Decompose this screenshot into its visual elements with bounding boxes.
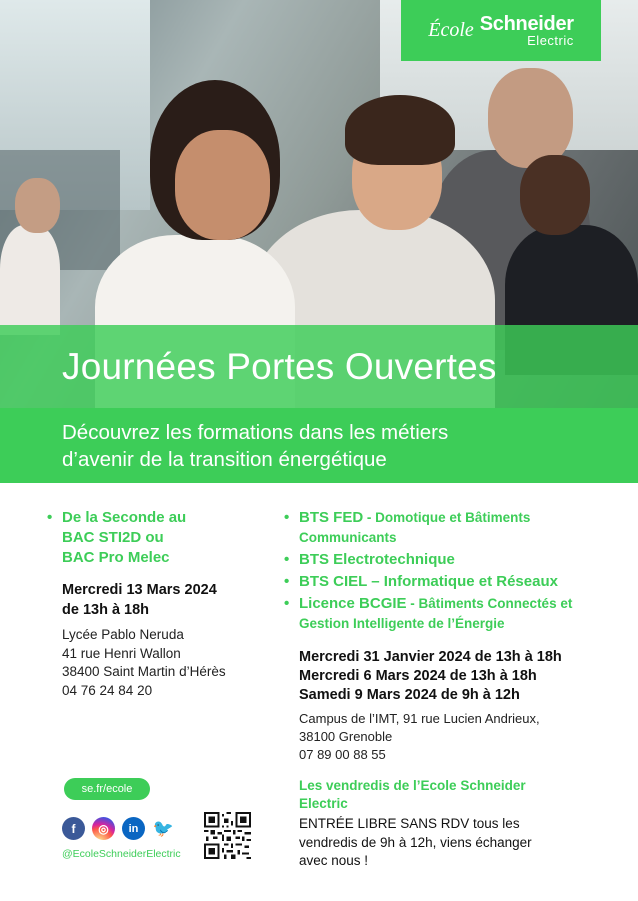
social-links xyxy=(62,817,175,840)
photo-person xyxy=(520,155,590,235)
date-line: Mercredi 31 Janvier 2024 de 13h à 18h xyxy=(299,649,562,665)
logo-brand: Schneider xyxy=(479,13,574,35)
website-link[interactable]: se.fr/ecole xyxy=(64,778,150,800)
vendredis-title-line: Electric xyxy=(299,796,348,811)
program-name: BTS Electrotechnique xyxy=(299,551,455,568)
event-dates xyxy=(299,648,614,705)
program-bullet xyxy=(284,572,614,592)
logo-ecole: École xyxy=(428,19,474,41)
photo-person xyxy=(15,178,60,233)
vendredis-title-line: Les vendredis de l’Ecole Schneider xyxy=(299,778,526,793)
photo-person xyxy=(0,225,60,335)
subtitle-line: Découvrez les formations dans les métiers xyxy=(62,421,449,444)
left-column xyxy=(47,508,257,700)
program-line: BAC STI2D ou xyxy=(62,529,164,546)
address-block xyxy=(62,626,257,700)
ecole-schneider-logo xyxy=(401,0,601,61)
vendredis-text-line: avec nous ! xyxy=(299,853,369,868)
address-block xyxy=(299,710,614,764)
right-column xyxy=(284,508,614,871)
vendredis-text-line: ENTRÉE LIBRE SANS RDV tous les xyxy=(299,816,520,831)
program-bullet xyxy=(284,508,614,548)
vendredis-text-line: vendredis de 9h à 12h, viens échanger xyxy=(299,834,532,850)
phone-number: 07 89 00 88 55 xyxy=(299,747,386,762)
program-detail: - Domotique et Bâtiments Communicants xyxy=(299,510,531,545)
date-line: de 13h à 18h xyxy=(62,602,150,618)
photo-person xyxy=(488,68,573,168)
program-name: Licence BCGIE xyxy=(299,595,407,612)
social-handle: @EcoleSchneiderElectric xyxy=(62,848,181,860)
date-line: Samedi 9 Mars 2024 de 9h à 12h xyxy=(299,687,520,703)
program-bullet xyxy=(284,550,614,570)
subtitle-band xyxy=(0,408,638,483)
address-line: 41 rue Henri Wallon xyxy=(62,645,181,661)
program-bullet xyxy=(47,508,257,568)
phone-number: 04 76 24 84 20 xyxy=(62,682,153,698)
date-line: Mercredi 13 Mars 2024 xyxy=(62,582,217,598)
title-band xyxy=(0,325,638,408)
program-bullet xyxy=(284,594,614,634)
date-line: Mercredi 6 Mars 2024 de 13h à 18h xyxy=(299,668,537,684)
twitter-icon[interactable]: 🐦 xyxy=(152,818,175,838)
photo-person xyxy=(345,95,455,165)
subtitle-line: d’avenir de la transition énergétique xyxy=(62,448,387,471)
page-title: Journées Portes Ouvertes xyxy=(62,345,497,387)
linkedin-icon[interactable]: in xyxy=(122,817,145,840)
photo-person xyxy=(175,130,270,240)
address-line: 38100 Grenoble xyxy=(299,729,393,744)
event-date xyxy=(62,580,257,620)
address-line: 38400 Saint Martin d’Hérès xyxy=(62,664,226,679)
program-name: BTS FED xyxy=(299,509,364,526)
program-line: BAC Pro Melec xyxy=(62,549,170,566)
address-line: Lycée Pablo Neruda xyxy=(62,627,184,642)
instagram-icon[interactable]: ◎ xyxy=(92,817,115,840)
vendredis-title xyxy=(299,777,614,813)
program-line: • De la Seconde au xyxy=(62,509,187,526)
logo-sub: Electric xyxy=(527,33,574,48)
program-detail: - Bâtiments Connectés et Gestion Intelligente de l’Énergie xyxy=(299,596,573,631)
program-name: BTS CIEL – Informatique et Réseaux xyxy=(299,573,558,590)
vendredis-text xyxy=(299,815,614,871)
facebook-icon[interactable]: f xyxy=(62,817,85,840)
qr-code[interactable] xyxy=(204,812,251,859)
address-line: Campus de l’IMT, 91 rue Lucien Andrieux, xyxy=(299,711,540,726)
